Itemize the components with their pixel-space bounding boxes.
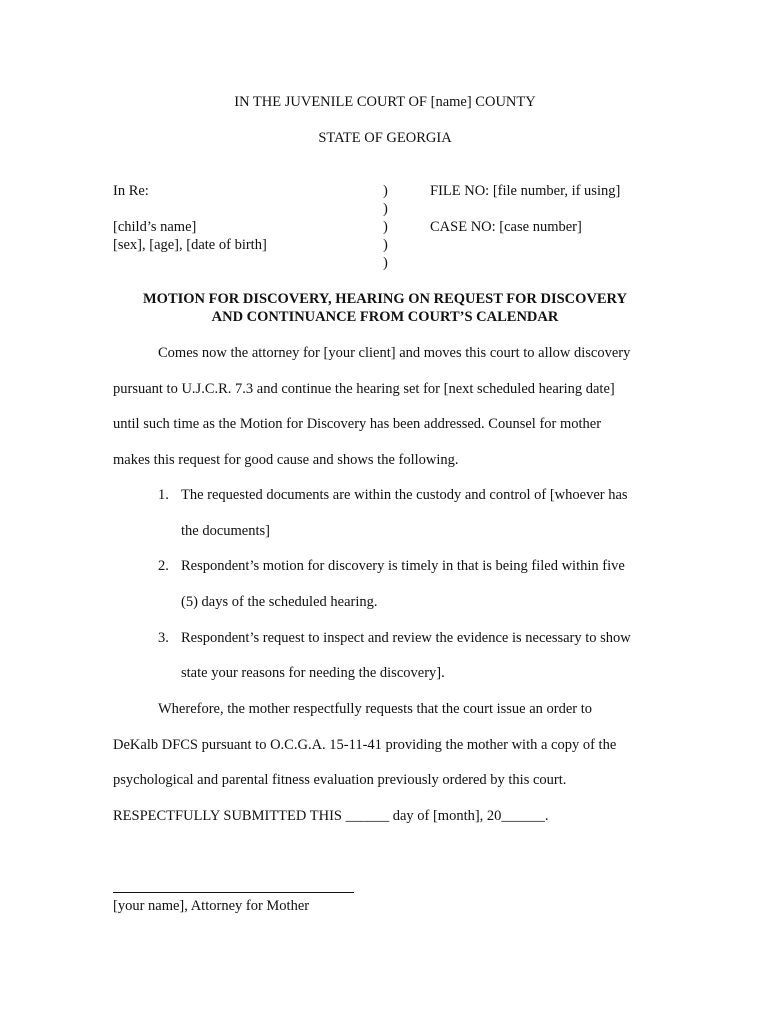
court-heading: IN THE JUVENILE COURT OF [name] COUNTY bbox=[234, 94, 536, 110]
paragraph-line: Comes now the attorney for [your client] and moves this court to allow discovery bbox=[158, 345, 631, 361]
paragraph-line: DeKalb DFCS pursuant to O.C.G.A. 15-11-41 providing the mother with a copy of the bbox=[113, 737, 617, 753]
motion-title-line-1: MOTION FOR DISCOVERY, HEARING ON REQUEST FOR DISCOVERY bbox=[143, 291, 627, 307]
list-item-text: Respondent’s motion for discovery is timely in that is being filed within five bbox=[181, 558, 625, 574]
motion-title-line-2: AND CONTINUANCE FROM COURT’S CALENDAR bbox=[211, 309, 559, 325]
caption-paren: ) bbox=[383, 237, 388, 253]
signature-name: [your name], Attorney for Mother bbox=[113, 898, 310, 914]
caption-paren: ) bbox=[383, 183, 388, 199]
child-details: [sex], [age], [date of birth] bbox=[113, 237, 267, 253]
list-item-text: Respondent’s request to inspect and review the evidence is necessary to show bbox=[181, 630, 631, 646]
state-heading: STATE OF GEORGIA bbox=[318, 130, 452, 146]
file-number: FILE NO: [file number, if using] bbox=[430, 183, 621, 199]
list-item-text: The requested documents are within the custody and control of [whoever has bbox=[181, 487, 628, 503]
child-name: [child’s name] bbox=[113, 219, 197, 235]
paragraph-line: psychological and parental fitness evaluation previously ordered by this court. bbox=[113, 772, 567, 788]
caption-paren: ) bbox=[383, 255, 388, 271]
caption-paren: ) bbox=[383, 219, 388, 235]
paragraph-line: pursuant to U.J.C.R. 7.3 and continue the hearing set for [next scheduled hearing date] bbox=[113, 381, 615, 397]
in-re-label: In Re: bbox=[113, 183, 149, 199]
submission-line: RESPECTFULLY SUBMITTED THIS ______ day of [month], 20______. bbox=[113, 808, 549, 824]
case-number: CASE NO: [case number] bbox=[430, 219, 582, 235]
list-item-text: the documents] bbox=[181, 523, 270, 539]
list-item-number: 1. bbox=[158, 487, 169, 503]
caption-paren: ) bbox=[383, 201, 388, 217]
list-item-number: 2. bbox=[158, 558, 169, 574]
list-item-number: 3. bbox=[158, 630, 169, 646]
list-item-text: state your reasons for needing the discovery]. bbox=[181, 665, 445, 681]
list-item-text: (5) days of the scheduled hearing. bbox=[181, 594, 378, 610]
signature-line bbox=[113, 892, 354, 893]
paragraph-line: Wherefore, the mother respectfully requests that the court issue an order to bbox=[158, 701, 593, 717]
paragraph-line: makes this request for good cause and shows the following. bbox=[113, 452, 459, 468]
paragraph-line: until such time as the Motion for Discovery has been addressed. Counsel for mother bbox=[113, 416, 602, 432]
